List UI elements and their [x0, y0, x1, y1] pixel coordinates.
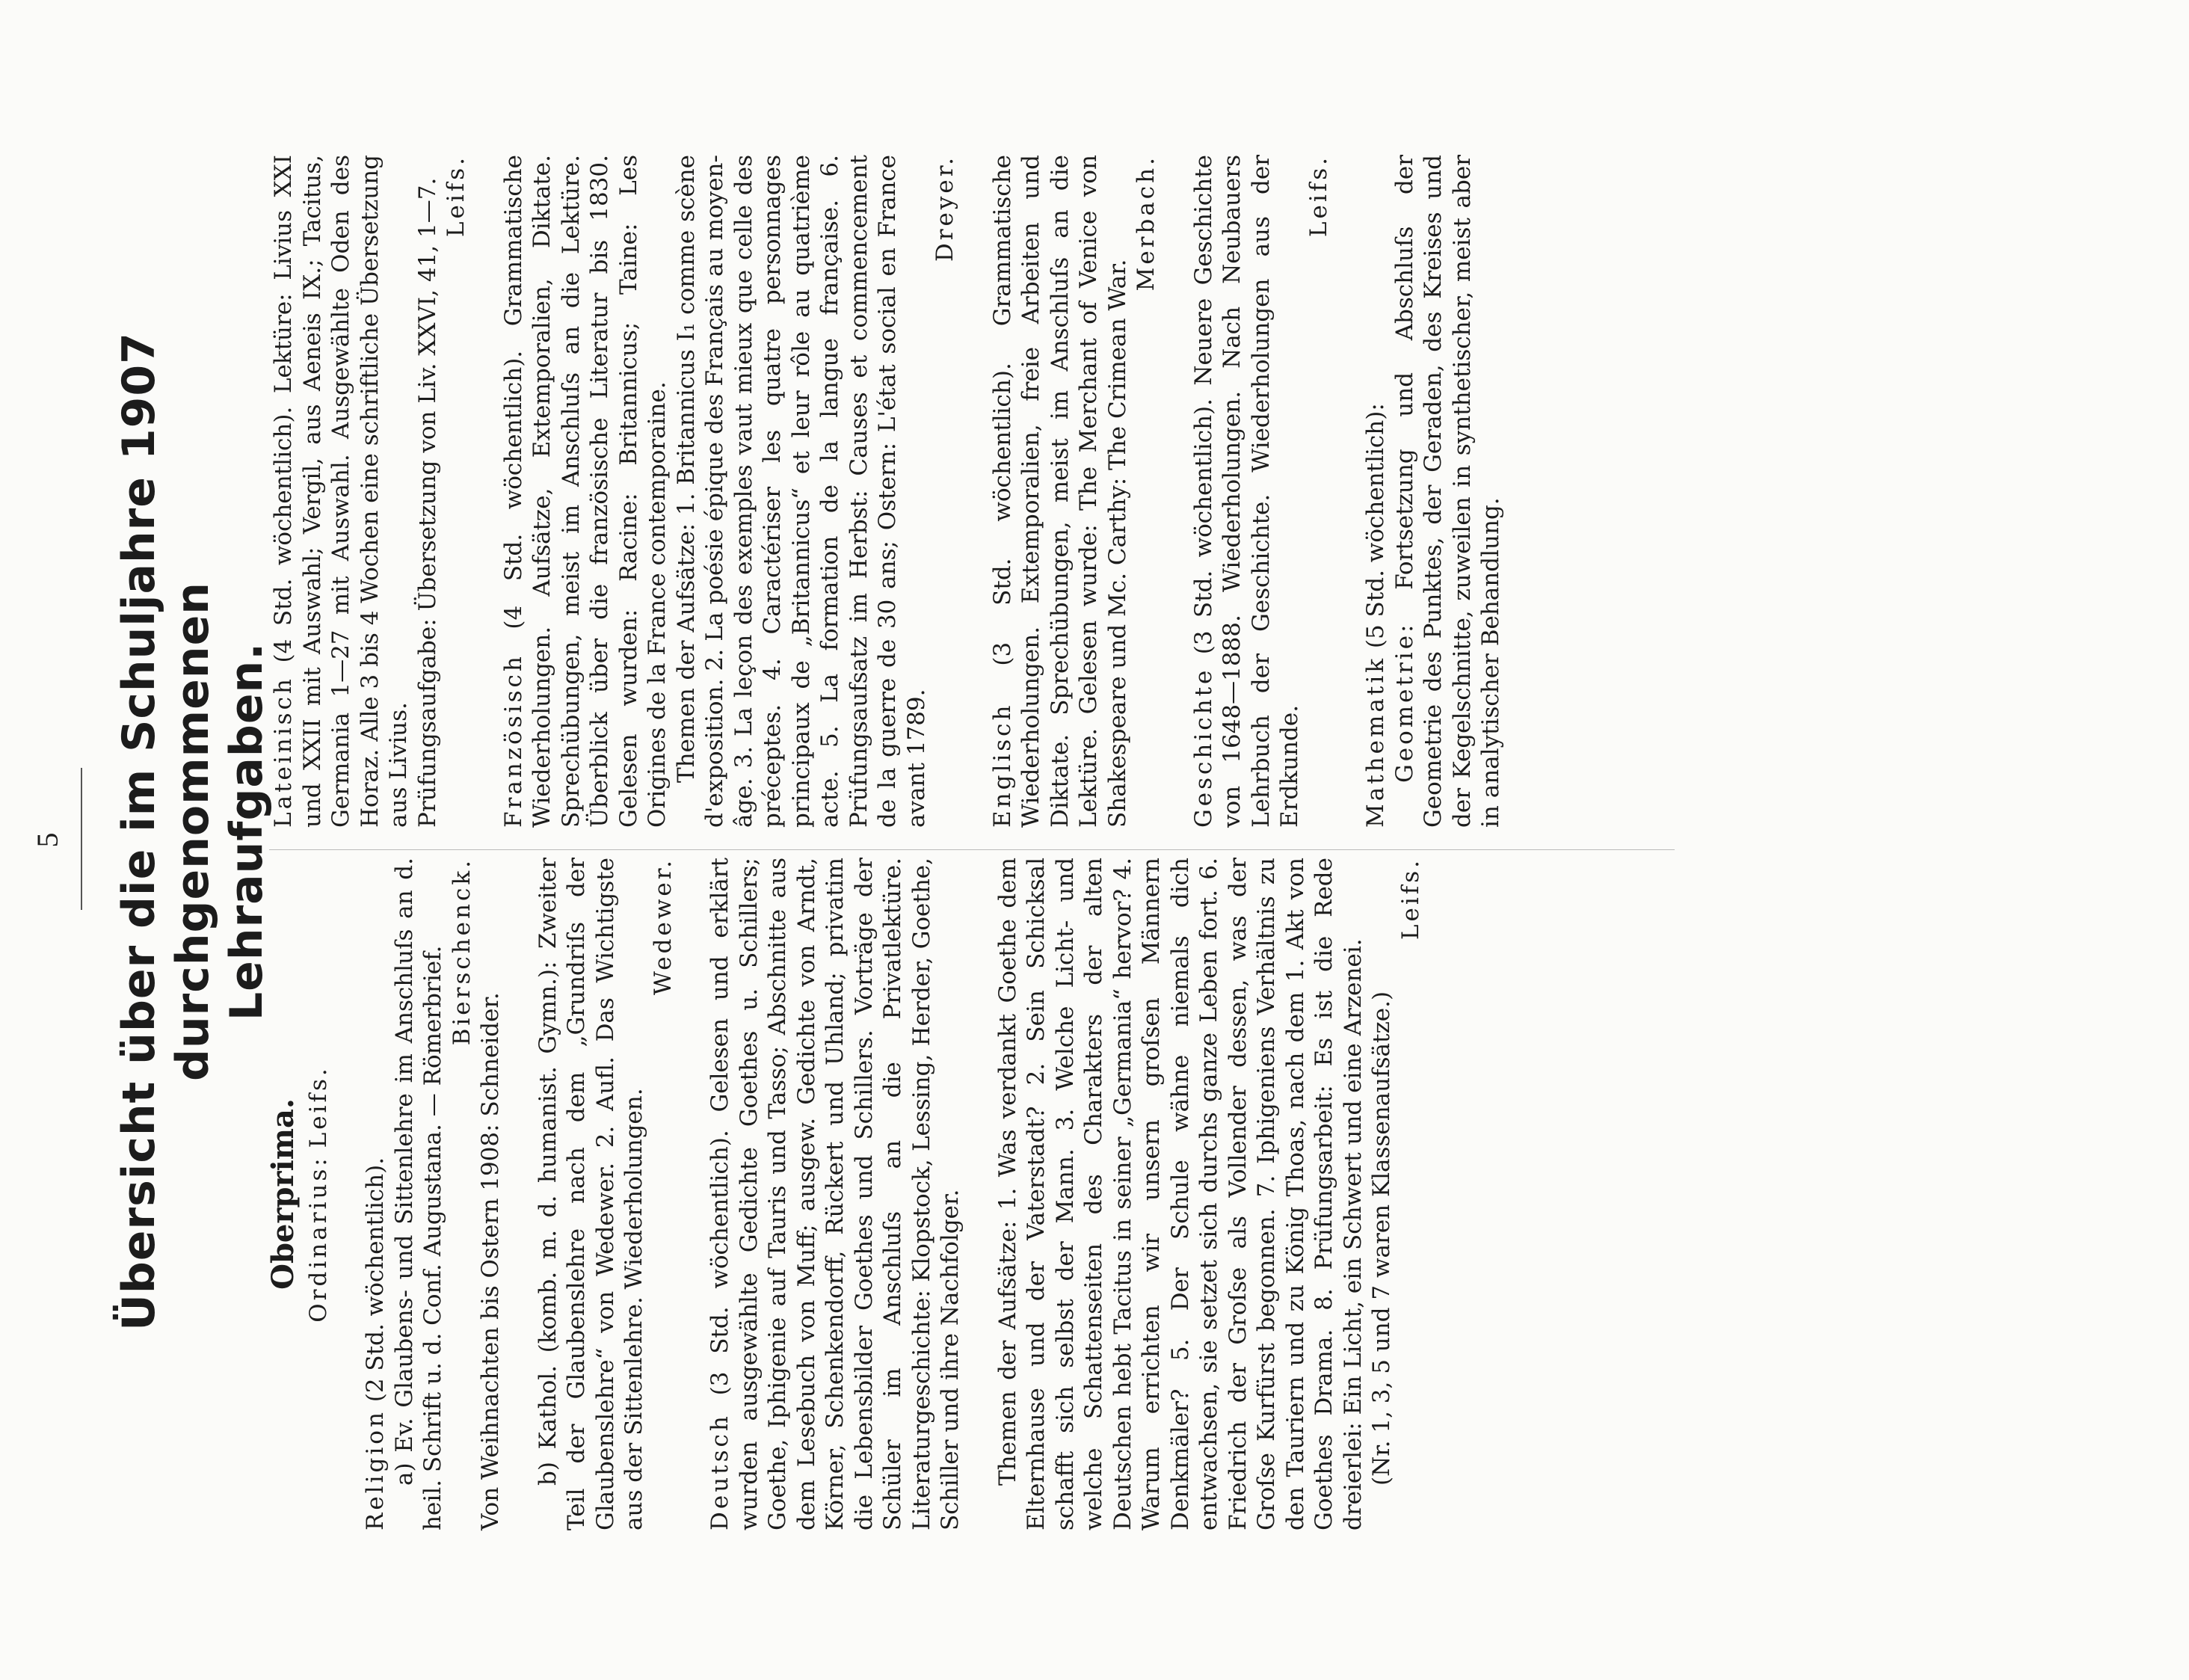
- ordinarius-name: Leifs.: [304, 1065, 332, 1148]
- spacer: [677, 858, 706, 1530]
- math-heading: [1361, 155, 1391, 828]
- religion-kath-teacher: Wedewer.: [649, 858, 677, 996]
- deutsch-text: (3 Std. wöchentlich). Gelesen und erklärt wurden ausgewählte Gedichte Goethes u. Schillers; Goethe, Iphigenie auf Tauris und Tasso; Abschnitte aus dem Lesebuch von Muff; ausgew. Gedichte von Arndt, Körner, Schenkendorff, Rückert und Uhland; privatim die Lebensbilder Goethes und Schillers. Vorträge der Schüler im Anschluſs an die Privatlektüre. Literaturgeschichte: Klopstock, Lessing, Herder, Goethe, Schiller und ihre Nachfolger.: [706, 858, 964, 1530]
- engl-teacher: Merbach.: [1133, 155, 1160, 292]
- spacer: [960, 155, 988, 828]
- gesch-teacher: Leifs.: [1305, 155, 1332, 238]
- latein-pruefung: Prüfungsaufgabe: Übersetzung von Liv. XXVI, 41, 1—7.: [413, 177, 441, 828]
- gesch-title: Geschichte: [1189, 667, 1217, 828]
- latein-text: (4 Std. wöchentlich). Lektüre: Livius XXI und XXII mit Auswahl; Vergil, aus Aeneis IX.; Tacitus, Germania 1—27 mit Auswahl. Ausgewählte Oden des Horaz. Alle 3 bis 4 Wochen eine schriftliche Übersetzung aus Livius.: [270, 155, 412, 828]
- left-column: [265, 858, 1425, 1530]
- franz-title: Französisch: [499, 653, 527, 828]
- page-number-rule: [81, 768, 82, 910]
- ordinarius-line: [304, 858, 333, 1530]
- right-column: [269, 155, 1506, 828]
- religion-ev-note: Von Weihnachten bis Ostern 1908: Schneider.: [477, 992, 504, 1530]
- spacer: [333, 858, 361, 1530]
- spacer: [505, 858, 534, 1530]
- deutsch-aufsaetze-note: (Nr. 1, 3, 5 und 7 waren Klassenaufsätze.): [1368, 991, 1395, 1486]
- deutsch-teacher: Leifs.: [1397, 858, 1424, 941]
- engl-text: (3 Std. wöchentlich). Grammatische Wiederholungen. Extemporalien, freie Arbeiten und Diktate. Sprechübungen, meist im Anschluſs an die Lektüre. Gelesen wurde: The Merchant of Venice von Shakespeare und Mc. Carthy: The Crimean War.: [988, 154, 1131, 828]
- title-line-1: Übersicht über die im Schuljahre 1907 durchgenommenen: [113, 332, 219, 1331]
- engl-title: Englisch: [988, 702, 1016, 828]
- page-number: 5: [31, 832, 64, 848]
- ordinarius-label: Ordinarius:: [304, 1155, 332, 1323]
- title-line-2: Lehraufgaben.: [221, 641, 273, 1021]
- latein-paragraph: [269, 155, 413, 828]
- religion-title: Religion: [362, 1409, 389, 1530]
- deutsch-aufsaetze: Themen der Aufsätze: 1. Was verdankt Goethe dem Elternhause und der Vaterstadt? 2. Sein Schicksal schafft sich selbst der Mann. 3. Welche Licht- und welche Schattenseiten des Charakters der alten Deutschen hebt Tacitus in seiner „Germania“ hervor? 4. Warum errichten wir unsern groſsen Männern Denkmäler? 5. Der Schule wähne niemals dich entwachsen, sie setzet sich durchs ganze Leben fort. 6. Friedrich der Groſse als Vollender dessen, was der Groſse Kurfürst begonnen. 7. Iphigeniens Verhältnis zu den Tauriern und zu König Thoas, nach dem 1. Akt von Goethes Drama. 8. Prüfungsarbeit: Es ist die Rede dreierlei: Ein Licht, ein Schwert und eine Arzenei.: [994, 858, 1367, 1530]
- spacer: [965, 858, 994, 1530]
- religion-kath-text: b) Kathol. (komb. m. d. humanist. Gymn.): Zweiter Teil der Glaubenslehre nach dem „Grundriſs der Glaubenslehre“ von Wedewer. 2. Aufl. Das Wichtigste aus der Sittenlehre. Wiederholungen.: [534, 858, 647, 1530]
- gesch-text: (3 Std. wöchentlich). Neuere Geschichte von 1648—1888. Wiederholungen. Nach Neubauers Lehrbuch der Geschichte. Wiederholungen aus der Erdkunde.: [1189, 155, 1303, 828]
- latein-title: Lateinisch: [270, 676, 297, 828]
- geometrie-paragraph: [1391, 155, 1506, 828]
- deutsch-paragraph: [706, 858, 965, 1530]
- math-title: Mathematik: [1362, 655, 1389, 828]
- geometrie-title: Geometrie:: [1391, 621, 1418, 783]
- page-title: [112, 102, 274, 1560]
- franz-teacher: Dreyer.: [932, 155, 958, 262]
- engl-paragraph: [988, 155, 1133, 828]
- spacer: [471, 155, 499, 828]
- section-heading: Oberprima.: [265, 1098, 301, 1290]
- geometrie-text: Fortsetzung und Abschluſs der Geometrie des Punktes, der Geraden, des Kreises und der Kegelschnitte, zuweilen in synthetischer, meist aber in analytischer Behandlung.: [1391, 155, 1504, 828]
- franz-themen: Themen der Aufsätze: 1. Britannicus I₁ comme scène d'exposition. 2. La poésie épique des Français au moyen-âge. 3. La leçon des exemples vaut mieux que celle des préceptes. 4. Caractériser les quatre personnages principaux de „Britannicus“ et leur rôle au quatrième acte. 5. La formation de la langue française. 6. Prüfungsaufsatz im Herbst: Causes et commencement de la guerre de 30 ans; Ostern: L'état social en France avant 1789.: [672, 155, 930, 828]
- latein-teacher: Leifs.: [443, 155, 469, 238]
- franz-paragraph: [499, 155, 672, 828]
- religion-hours: (2 Std. wöchentlich).: [362, 1157, 389, 1403]
- deutsch-title: Deutsch: [706, 1413, 733, 1530]
- spacer: [1333, 155, 1361, 828]
- religion-heading: [361, 858, 390, 1530]
- franz-text: (4 Std. wöchentlich). Grammatische Wiederholungen. Aufsätze, Extemporalien, Diktate. Sprechübungen, meist im Anschluſs an die Lektüre. Überblick über die französische Literatur bis 1830. Gelesen wurden: Racine: Britannicus; Taine: Les Origines de la France contemporaine.: [499, 155, 671, 828]
- religion-ev-teacher: Bierschenck.: [448, 858, 475, 1046]
- column-divider: [269, 849, 1675, 850]
- spacer: [1161, 155, 1189, 828]
- religion-ev-text: a) Ev. Glaubens- und Sittenlehre im Anschluſs an d. heil. Schrift u. d. Conf. Augustana. — Römerbrief.: [390, 858, 446, 1530]
- gesch-paragraph: [1189, 155, 1305, 828]
- math-hours: (5 Std. wöchentlich):: [1362, 403, 1389, 649]
